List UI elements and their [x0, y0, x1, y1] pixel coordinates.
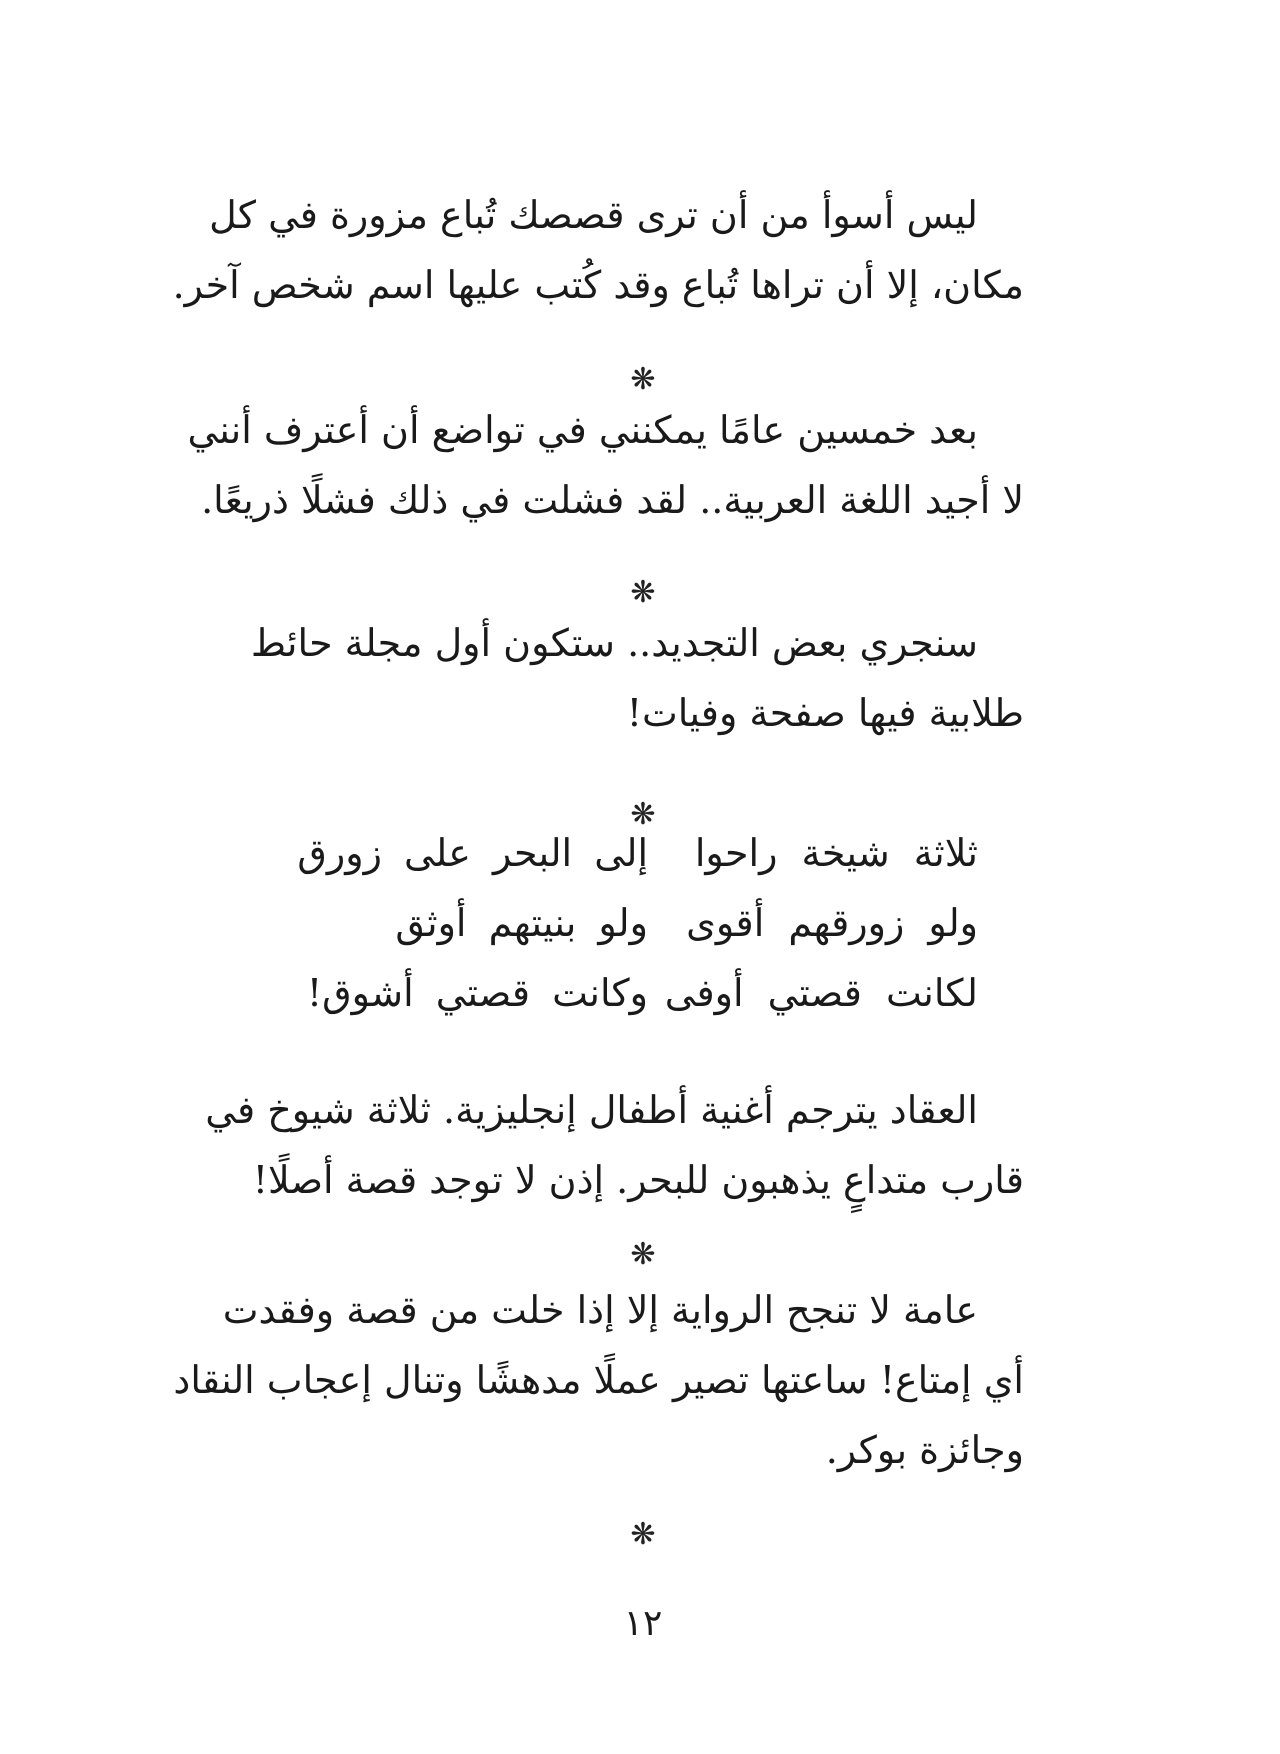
poem-verse	[262, 888, 1024, 958]
paragraph-line: سنجري بعض التجديد.. ستكون أول مجلة حائط	[250, 621, 978, 665]
verse-first-hemistich: لكانت قصتي أوفى	[664, 971, 978, 1015]
paragraph-line: ليس أسوأ من أن ترى قصصك تُباع مزورة في كل	[209, 193, 978, 237]
verse-first-hemistich: ولو زورقهم أقوى	[686, 901, 978, 945]
paragraph-line: قارب متداعٍ يذهبون للبحر. إذن لا توجد قصة أصلًا!	[252, 1158, 1024, 1202]
verse-first-hemistich: ثلاثة شيخة راحوا	[694, 831, 978, 875]
paragraph-line: عامة لا تنجح الرواية إلا إذا خلت من قصة وفقدت	[222, 1288, 978, 1332]
verse-second-hemistich: ولو بنيتهم أوثق	[395, 901, 648, 945]
paragraph-line: وجائزة بوكر.	[825, 1428, 1024, 1472]
paragraph-3	[250, 608, 1024, 748]
book-page	[172, 0, 1024, 1754]
paragraph-1	[172, 180, 1024, 320]
verse-second-hemistich: إلى البحر على زورق	[297, 831, 648, 875]
paragraph-line: لا أجيد اللغة العربية.. لقد فشلت في ذلك فشلًا ذريعًا.	[201, 478, 1024, 522]
paragraph-line: طلابية فيها صفحة وفيات!	[626, 691, 1024, 735]
page-number: ١٢	[623, 1603, 663, 1644]
paragraph-line: بعد خمسين عامًا يمكنني في تواضع أن أعترف أنني	[187, 408, 978, 452]
paragraph-2	[187, 395, 1024, 535]
section-separator-icon: ❋	[630, 1237, 656, 1272]
section-separator-icon: ❋	[630, 1517, 656, 1552]
poem	[262, 818, 1024, 1028]
section-separator-icon: ❋	[630, 362, 656, 397]
paragraph-5	[173, 1275, 1024, 1485]
section-separator-icon: ❋	[630, 575, 656, 610]
poem-verse	[262, 818, 1024, 888]
verse-second-hemistich: وكانت قصتي أشوق!	[306, 971, 648, 1015]
section-separator-icon: ❋	[630, 797, 656, 832]
paragraph-line: العقاد يترجم أغنية أطفال إنجليزية. ثلاثة شيوخ في	[205, 1088, 978, 1132]
poem-verse	[262, 958, 1024, 1028]
paragraph-4	[205, 1075, 1024, 1215]
paragraph-line: مكان، إلا أن تراها تُباع وقد كُتب عليها اسم شخص آخر.	[172, 263, 1024, 307]
paragraph-line: أي إمتاع! ساعتها تصير عملًا مدهشًا وتنال إعجاب النقاد	[173, 1358, 1024, 1402]
